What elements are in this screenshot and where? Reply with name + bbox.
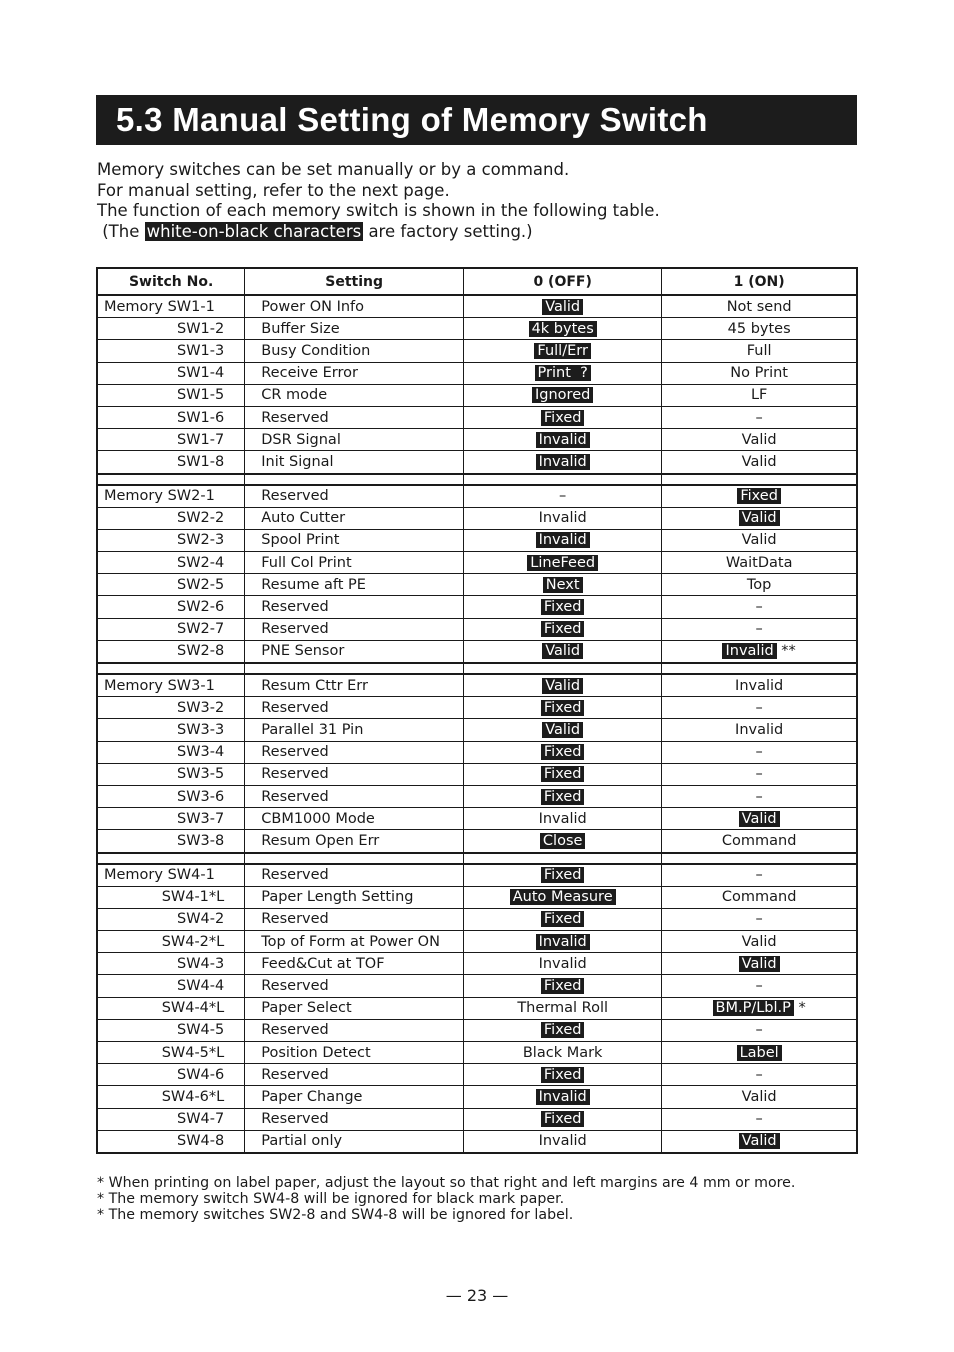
table-row [97,864,857,887]
switch-no-cell: SW2-6 [97,596,245,618]
on-value: – [755,1022,763,1039]
factory-default-value: 4k bytes [529,321,597,337]
separator-cell [97,663,245,674]
on-value-cell [662,362,857,384]
factory-default-value: Fixed [541,1022,585,1038]
setting-cell: Resum Cttr Err [245,674,464,697]
setting-cell: Receive Error [245,362,464,384]
off-value-cell [464,451,662,474]
table-row [97,931,857,953]
factory-default-value: Fixed [541,621,585,637]
table-row [97,1086,857,1108]
table-row [97,529,857,551]
setting-cell: Init Signal [245,451,464,474]
setting-cell: CR mode [245,384,464,406]
setting-cell: Partial only [245,1130,464,1153]
on-value-cell [662,1042,857,1064]
switch-no-cell: SW1-4 [97,362,245,384]
setting-cell: Reserved [245,785,464,807]
off-value-cell [464,886,662,908]
on-value-cell [662,384,857,406]
table-row [97,295,857,318]
setting-cell: Reserved [245,975,464,997]
on-value: – [755,788,763,805]
on-value: Valid [741,933,777,950]
switch-no-cell: SW4-5*L [97,1042,245,1064]
table-row [97,384,857,406]
switch-no-cell: SW1-2 [97,318,245,340]
factory-default-value: Invalid [536,432,590,448]
off-value-cell [464,406,662,428]
setting-cell: Buffer Size [245,318,464,340]
switch-no-cell: SW4-6 [97,1064,245,1086]
off-value-cell [464,864,662,887]
table-row [97,997,857,1019]
factory-default-value: Valid [542,643,583,659]
on-value-cell [662,1064,857,1086]
table-row [97,552,857,574]
table-row [97,830,857,853]
on-value-cell [662,552,857,574]
on-value: – [755,1066,763,1083]
off-value-cell [464,529,662,551]
off-value-cell [464,1064,662,1086]
off-value-cell [464,552,662,574]
group-separator [97,853,857,864]
setting-cell: Busy Condition [245,340,464,362]
factory-default-value: Valid [739,811,780,827]
table-row [97,674,857,697]
off-value-cell [464,340,662,362]
footnote: * When printing on label paper, adjust the layout so that right and left margins are 4 mm or more. [97,1175,796,1191]
factory-default-value: Fixed [541,1111,585,1127]
factory-default-value: Invalid [722,643,776,659]
on-value-cell [662,674,857,697]
section-title-bar [96,95,857,145]
separator-cell [245,474,464,485]
on-value-cell [662,451,857,474]
switch-no-cell: SW1-7 [97,429,245,451]
switch-no-cell: SW3-3 [97,719,245,741]
switch-no-cell: Memory SW2-1 [97,485,245,508]
off-value-cell [464,574,662,596]
factory-default-value: Ignored [532,387,593,403]
table-row [97,596,857,618]
switch-no-cell: SW1-3 [97,340,245,362]
on-value: – [755,978,763,995]
setting-cell: Paper Change [245,1086,464,1108]
note-marker: ** [776,643,796,660]
on-value: Valid [741,431,777,448]
factory-default-value: Fixed [541,1067,585,1083]
factory-default-value: Invalid [536,934,590,950]
factory-default-value: Valid [542,678,583,694]
on-value-cell [662,1108,857,1130]
table-row [97,763,857,785]
switch-no-cell: SW4-1*L [97,886,245,908]
setting-cell: Auto Cutter [245,507,464,529]
off-value-cell [464,1042,662,1064]
off-value-cell [464,1108,662,1130]
switch-no-cell: SW2-8 [97,640,245,663]
setting-cell: Reserved [245,763,464,785]
factory-default-value: Fixed [541,744,585,760]
switch-no-cell: SW1-8 [97,451,245,474]
on-value: Valid [741,1088,777,1105]
separator-cell [97,853,245,864]
factory-default-value: Invalid [536,532,590,548]
on-value-cell [662,830,857,853]
on-value: Command [721,832,797,849]
switch-no-cell: Memory SW1-1 [97,295,245,318]
off-value-cell [464,830,662,853]
factory-default-value: Valid [739,956,780,972]
table-row [97,719,857,741]
off-value: Black Mark [522,1044,603,1061]
switch-no-cell: SW4-8 [97,1130,245,1153]
off-value-cell [464,640,662,663]
factory-default-value: Invalid [536,454,590,470]
table-row [97,574,857,596]
on-value: No Print [730,365,788,382]
separator-cell [245,663,464,674]
group-separator [97,663,857,674]
header-setting: Setting [245,268,464,295]
setting-cell: Parallel 31 Pin [245,719,464,741]
separator-cell [245,853,464,864]
table-row [97,1019,857,1041]
header-off: 0 (OFF) [464,268,662,295]
on-value: Command [721,889,797,906]
header-on: 1 (ON) [662,268,857,295]
on-value-cell [662,596,857,618]
setting-cell: Position Detect [245,1042,464,1064]
table-row [97,1064,857,1086]
setting-cell: Reserved [245,618,464,640]
factory-default-value: BM.P/Lbl.P [713,1000,794,1016]
on-value-cell [662,640,857,663]
on-value: Top [746,576,772,593]
table-row [97,953,857,975]
intro-text: are factory setting.) [363,222,533,242]
factory-default-value: Fixed [541,789,585,805]
setting-cell: Reserved [245,864,464,887]
switch-no-cell: SW3-7 [97,808,245,830]
table-row [97,640,857,663]
table-row [97,808,857,830]
table-row [97,451,857,474]
setting-cell: Feed&Cut at TOF [245,953,464,975]
setting-cell: Resum Open Err [245,830,464,853]
off-value-cell [464,384,662,406]
factory-default-value: Label [737,1045,782,1061]
on-value-cell [662,529,857,551]
on-value: – [755,744,763,761]
factory-default-value: Fixed [541,410,585,426]
on-value-cell [662,618,857,640]
factory-default-value: Valid [542,299,583,315]
separator-cell [662,474,857,485]
on-value-cell [662,953,857,975]
on-value-cell [662,886,857,908]
switch-no-cell: SW4-2 [97,908,245,930]
on-value-cell [662,808,857,830]
on-value-cell [662,975,857,997]
off-value-cell [464,785,662,807]
off-value: Invalid [538,810,587,827]
setting-cell: PNE Sensor [245,640,464,663]
switch-no-cell: SW2-5 [97,574,245,596]
setting-cell: Full Col Print [245,552,464,574]
off-value-cell [464,295,662,318]
on-value: Invalid [735,677,784,694]
setting-cell: Paper Length Setting [245,886,464,908]
off-value-cell [464,908,662,930]
setting-cell: Reserved [245,1019,464,1041]
memory-switch-table [96,267,858,1154]
on-value-cell [662,507,857,529]
on-value: – [755,1111,763,1128]
table-row [97,362,857,384]
separator-cell [662,663,857,674]
switch-no-cell: SW4-2*L [97,931,245,953]
table-row [97,741,857,763]
on-value-cell [662,931,857,953]
table-header-row [97,268,857,295]
on-value: WaitData [725,554,793,571]
off-value-cell [464,1130,662,1153]
intro-text: (The [97,222,145,242]
setting-cell: Reserved [245,1108,464,1130]
off-value: Invalid [538,510,587,527]
switch-no-cell: SW1-6 [97,406,245,428]
on-value-cell [662,697,857,719]
off-value-cell [464,485,662,508]
setting-cell: Reserved [245,596,464,618]
header-switch-no: Switch No. [97,268,245,295]
table-row [97,406,857,428]
factory-default-value: Fixed [541,766,585,782]
switch-no-cell: SW2-2 [97,507,245,529]
switch-no-cell: SW4-4 [97,975,245,997]
on-value-cell [662,574,857,596]
on-value-cell [662,997,857,1019]
table-row [97,697,857,719]
switch-no-cell: SW4-5 [97,1019,245,1041]
on-value-cell [662,340,857,362]
setting-cell: Spool Print [245,529,464,551]
setting-cell: Paper Select [245,997,464,1019]
setting-cell: Reserved [245,485,464,508]
on-value: – [755,621,763,638]
table-row [97,429,857,451]
table-row [97,975,857,997]
factory-default-value: Valid [739,510,780,526]
off-value-cell [464,1019,662,1041]
group-separator [97,474,857,485]
on-value-cell [662,719,857,741]
factory-default-value: Fixed [737,488,781,504]
on-value: Valid [741,532,777,549]
setting-cell: Reserved [245,741,464,763]
setting-cell: CBM1000 Mode [245,808,464,830]
switch-no-cell: SW2-7 [97,618,245,640]
switch-no-cell: SW3-8 [97,830,245,853]
factory-default-value: LineFeed [527,555,598,571]
on-value: Not send [726,298,792,315]
table-row [97,1042,857,1064]
setting-cell: Reserved [245,406,464,428]
factory-default-value: Fixed [541,599,585,615]
switch-no-cell: SW2-4 [97,552,245,574]
switch-no-cell: SW3-4 [97,741,245,763]
separator-cell [464,474,662,485]
table-row [97,618,857,640]
on-value: – [755,766,763,783]
factory-default-value: Full/Err [534,343,591,359]
table-row [97,340,857,362]
table-row [97,1108,857,1130]
off-value-cell [464,953,662,975]
off-value-cell [464,507,662,529]
separator-cell [464,853,662,864]
factory-default-value: Valid [542,722,583,738]
off-value: – [559,488,567,505]
intro-line [97,222,857,243]
factory-default-value: Fixed [541,867,585,883]
switch-no-cell: SW4-7 [97,1108,245,1130]
on-value-cell [662,1130,857,1153]
switch-no-cell: SW3-2 [97,697,245,719]
on-value-cell [662,785,857,807]
setting-cell: Reserved [245,908,464,930]
setting-cell: Power ON Info [245,295,464,318]
off-value-cell [464,674,662,697]
table-row [97,318,857,340]
table-row [97,1130,857,1153]
on-value-cell [662,406,857,428]
footnotes [97,1175,795,1223]
table-row [97,886,857,908]
factory-default-value: Close [540,833,586,849]
separator-cell [97,474,245,485]
factory-default-value: Next [543,577,583,593]
table-row [97,485,857,508]
table-body [97,295,857,1153]
on-value-cell [662,1019,857,1041]
switch-no-cell: SW1-5 [97,384,245,406]
intro-paragraph [97,160,857,243]
switch-no-cell: SW4-6*L [97,1086,245,1108]
on-value-cell [662,429,857,451]
on-value-cell [662,295,857,318]
off-value-cell [464,596,662,618]
on-value: – [755,867,763,884]
on-value-cell [662,864,857,887]
footnote: * The memory switches SW2-8 and SW4-8 will be ignored for label. [97,1207,574,1223]
on-value-cell [662,1086,857,1108]
on-value-cell [662,908,857,930]
off-value-cell [464,808,662,830]
switch-no-cell: Memory SW3-1 [97,674,245,697]
setting-cell: Reserved [245,697,464,719]
switch-no-cell: SW4-3 [97,953,245,975]
off-value-cell [464,741,662,763]
footnote: * The memory switch SW4-8 will be ignored for black mark paper. [97,1191,565,1207]
intro-line: The function of each memory switch is shown in the following table. [97,201,660,221]
switch-no-cell: SW4-4*L [97,997,245,1019]
on-value-cell [662,318,857,340]
switch-no-cell: SW2-3 [97,529,245,551]
off-value-cell [464,318,662,340]
switch-no-cell: SW3-6 [97,785,245,807]
factory-default-value: Invalid [536,1089,590,1105]
factory-setting-highlight: white-on-black characters [146,222,362,242]
off-value: Invalid [538,955,587,972]
on-value: – [755,599,763,616]
setting-cell: Reserved [245,1064,464,1086]
separator-cell [662,853,857,864]
off-value-cell [464,618,662,640]
factory-default-value: Fixed [541,700,585,716]
switch-no-cell: Memory SW4-1 [97,864,245,887]
factory-default-value: Fixed [541,911,585,927]
on-value-cell [662,763,857,785]
on-value: – [755,409,763,426]
intro-line: Memory switches can be set manually or by a command. [97,160,570,179]
on-value: Full [746,342,772,359]
table-row [97,785,857,807]
separator-cell [464,663,662,674]
off-value-cell [464,931,662,953]
on-value: Valid [741,453,777,470]
off-value-cell [464,719,662,741]
section-title: 5.3 Manual Setting of Memory Switch [116,101,708,138]
note-marker: * [793,1000,806,1017]
setting-cell: DSR Signal [245,429,464,451]
on-value-cell [662,741,857,763]
page-number: — 23 — [445,1286,509,1305]
intro-line: For manual setting, refer to the next page. [97,180,450,200]
switch-no-cell: SW3-5 [97,763,245,785]
on-value: 45 bytes [727,320,791,337]
off-value-cell [464,429,662,451]
factory-default-value: Print ? [535,365,591,381]
off-value-cell [464,1086,662,1108]
setting-cell: Top of Form at Power ON [245,931,464,953]
off-value-cell [464,763,662,785]
off-value-cell [464,697,662,719]
on-value: – [755,699,763,716]
off-value: Invalid [538,1133,587,1150]
table-row [97,908,857,930]
on-value: – [755,911,763,928]
factory-default-value: Fixed [541,978,585,994]
on-value-cell [662,485,857,508]
off-value-cell [464,362,662,384]
off-value: Thermal Roll [517,1000,609,1017]
factory-default-value: Auto Measure [510,889,616,905]
table-row [97,507,857,529]
off-value-cell [464,975,662,997]
off-value-cell [464,997,662,1019]
factory-default-value: Valid [739,1133,780,1149]
on-value: Invalid [735,721,784,738]
on-value: LF [750,387,768,404]
setting-cell: Resume aft PE [245,574,464,596]
